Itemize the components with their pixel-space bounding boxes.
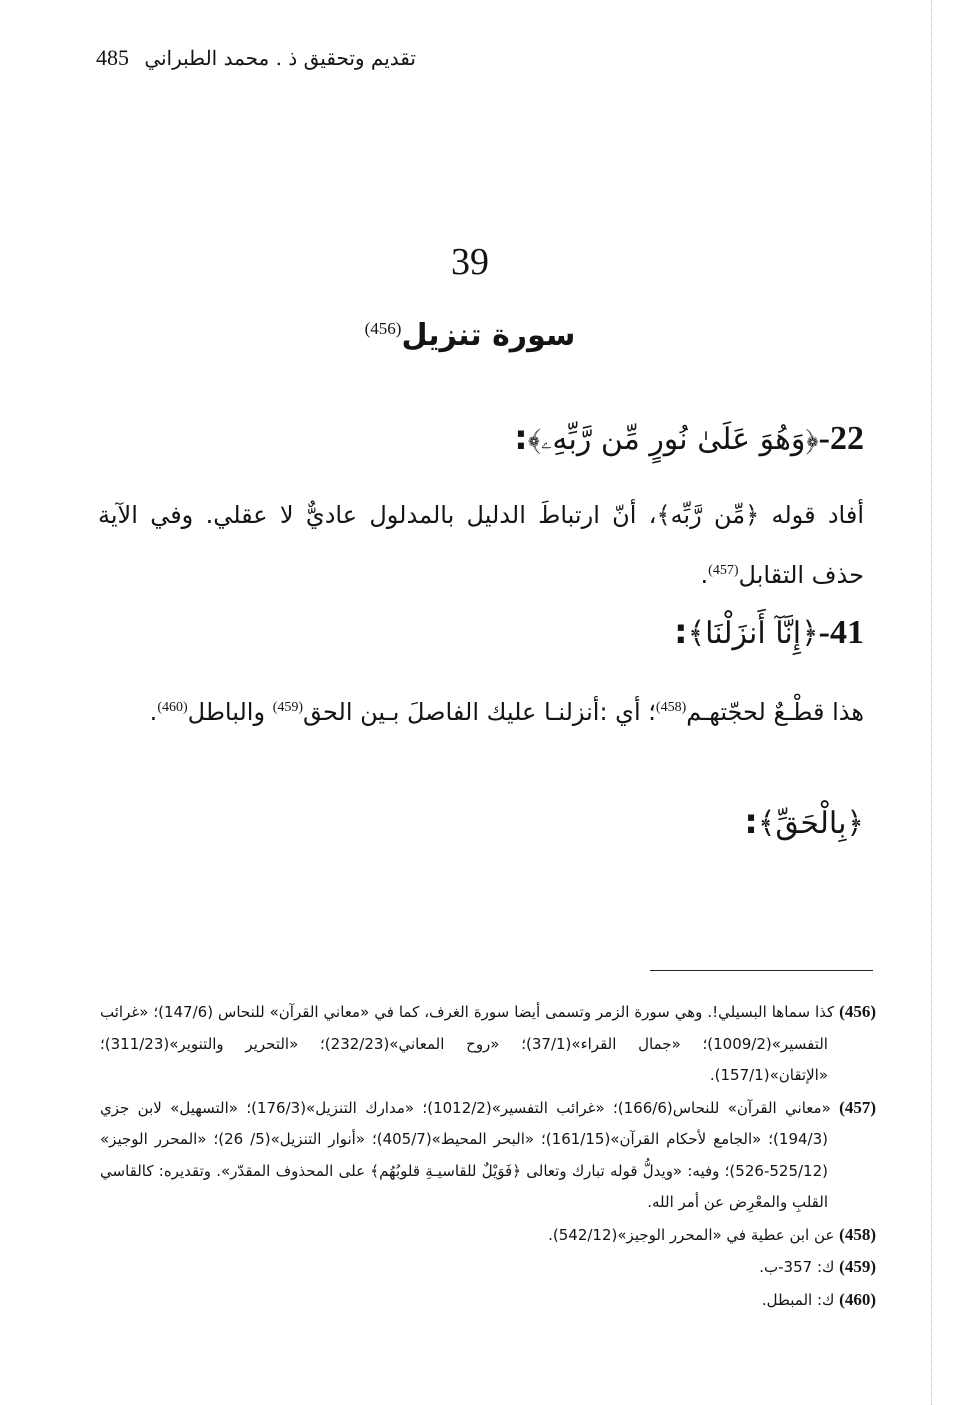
chapter-number: 39	[451, 241, 489, 283]
footnote-text: كذا سماها البسيلي!. وهي سورة الزمر وتسمى أيضا سورة الغرف، كما في «معاني القرآن» للنحاس (147/6)؛ «غرائب التفسير»(1009/2)؛ «جمال القراء»(37/1)؛ «روح المعاني»(232/23)؛ «التحرير والتنوير»(311/23)؛ «الإتقان»(157/1).	[100, 1003, 835, 1084]
commentary-text: ؛ أي :أنزلنـا عليك الفاصلَ بـين الحق	[303, 698, 656, 726]
commentary-text: هذا قطْـعٌ لحجّتهـم	[686, 698, 864, 726]
sentence-end: .	[700, 561, 709, 589]
footnote-459	[100, 1251, 876, 1284]
footnotes	[100, 996, 876, 1316]
quran-text: ﴿وَهُوَ عَلَىٰ نُورٍ مِّن رَّبِّهِۦ﴾	[527, 422, 819, 457]
verse-heading-41	[98, 610, 864, 655]
verse-heading-bil-haqq	[98, 800, 864, 844]
running-head-title: تقديم وتحقيق ذ . محمد الطبراني	[144, 46, 416, 70]
footnote-separator	[650, 970, 873, 971]
running-head	[96, 38, 416, 78]
footnote-ref: (457)	[708, 563, 739, 578]
footnote-ref: (459)	[272, 700, 304, 715]
footnote-number: (458)	[839, 1224, 876, 1244]
commentary-paragraph-22	[98, 487, 864, 603]
surah-title	[0, 318, 940, 353]
footnote-457	[100, 1092, 876, 1219]
footnote-number: (457)	[839, 1097, 876, 1117]
page-edge-line	[931, 0, 932, 1405]
verse-colon: :	[744, 802, 758, 842]
footnote-456	[100, 996, 876, 1092]
commentary-text: أفاد قوله ﴿مِّن رَّبِّه﴾، أنّ ارتباطَ الدليل بالمدلول عاديٌّ لا عقلي. وفي الآية حذف التقابل	[98, 501, 864, 589]
footnote-number: (460)	[839, 1289, 876, 1309]
quran-text: ﴿إِنَّآ أَنزَلْنَا﴾	[687, 616, 819, 651]
footnote-number: (459)	[839, 1257, 876, 1276]
surah-title-footnote-ref: (456)	[364, 319, 402, 338]
footnote-text: عن ابن عطية في «المحرر الوجيز»(542/12).	[548, 1225, 835, 1244]
footnote-text: ك: المبطل.	[761, 1290, 835, 1309]
quran-text: ﴿بِالْحَقِّ﴾	[757, 806, 864, 841]
verse-number: 41-	[818, 614, 864, 651]
footnote-460	[100, 1284, 876, 1317]
footnote-458	[100, 1219, 876, 1252]
sentence-end: .	[149, 698, 158, 726]
verse-colon: :	[673, 612, 688, 652]
footnote-text: ك: 357-ب.	[759, 1258, 835, 1276]
verse-heading-22	[98, 416, 864, 461]
footnote-ref: (460)	[157, 700, 188, 715]
footnote-number: (456)	[839, 1002, 876, 1021]
verse-number: 22-	[818, 420, 864, 457]
verse-colon: :	[514, 418, 528, 458]
commentary-text: والباطل	[187, 698, 273, 726]
surah-title-text: سورة تنزيل	[401, 318, 576, 353]
commentary-paragraph-41	[98, 680, 864, 740]
footnote-text: «معاني القرآن» للنحاس(166/6)؛ «غرائب التفسير»(1012/2)؛ «مدارك التنزيل»(176/3)؛ «التسهيل» لابن جزي (194/3)؛ «الجامع لأحكام القرآن»(161/15)؛ «البحر المحيط»(405/7)؛ «أنوار التنزيل»(5/ 26)؛ «المحرر الوجيز» (525/12-526)؛ وفيه: «ويدلُّ قوله تبارك وتعالى ﴿فَوَيْلٌ للقاسيـةِ قلوبُهُم﴾ على المحذوف المقدّر». وتقديره: كالقاسي القلبِ والمعْرِض عن أمر الله.	[100, 1098, 831, 1211]
page-number: 485	[96, 45, 129, 70]
footnote-ref: (458)	[655, 700, 687, 715]
